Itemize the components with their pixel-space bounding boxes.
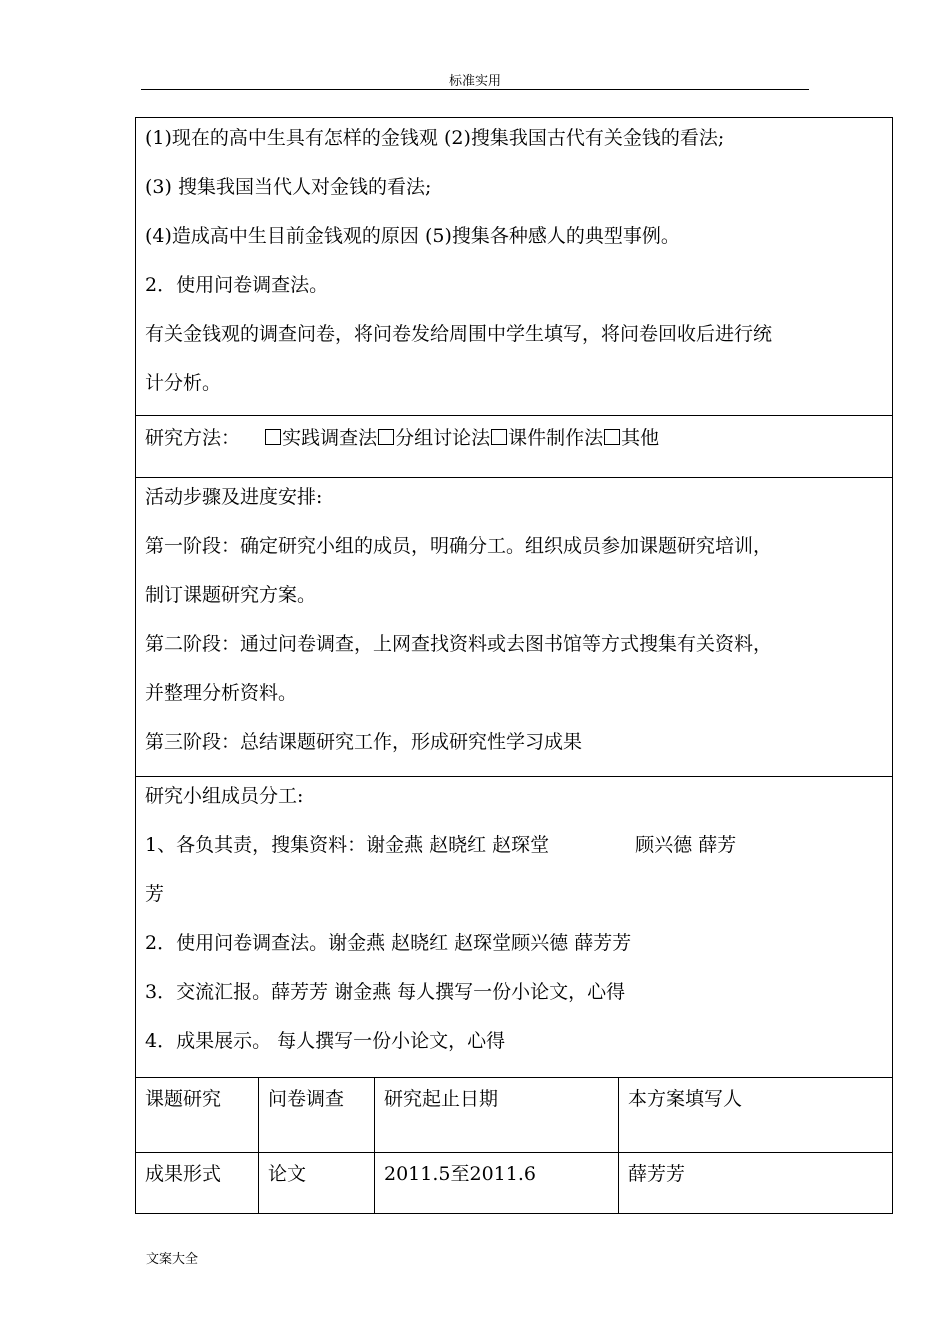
- checkbox-icon[interactable]: [491, 429, 507, 445]
- method-option-practice: 实践调查法: [282, 427, 378, 449]
- table-cell: 论文: [259, 1153, 375, 1213]
- checkbox-icon[interactable]: [604, 429, 620, 445]
- content-line: 计分析。: [145, 372, 222, 394]
- page-footer: 文案大全: [146, 1252, 199, 1267]
- method-option-other: 其他: [621, 427, 660, 449]
- table-cell: 研究起止日期: [375, 1078, 619, 1152]
- members-line: 4．成果展示。 每人撰写一份小论文，心得: [145, 1030, 506, 1052]
- content-line: 2．使用问卷调查法。: [145, 274, 329, 296]
- members-line-part: 1、各负其责，搜集资料：谢金燕 赵晓红 赵琛堂: [145, 834, 550, 856]
- content-line: (1)现在的高中生具有怎样的金钱观 (2)搜集我国古代有关金钱的看法;: [145, 127, 725, 149]
- steps-line: 并整理分析资料。: [145, 682, 298, 704]
- content-line: 有关金钱观的调查问卷，将问卷发给周围中学生填写，将问卷回收后进行统: [145, 323, 773, 345]
- content-line: (4)造成高中生目前金钱观的原因 (5)搜集各种感人的典型事例。: [145, 225, 680, 247]
- members-line: 2．使用问卷调查法。谢金燕 赵晓红 赵琛堂顾兴德 薛芳芳: [145, 932, 632, 954]
- table-cell: 课题研究: [136, 1078, 259, 1152]
- members-title: 研究小组成员分工:: [145, 785, 304, 807]
- page-header: 标准实用: [448, 74, 501, 89]
- members-line: 3．交流汇报。薛芳芳 谢金燕 每人撰写一份小论文，心得: [145, 981, 626, 1003]
- research-content-section: [136, 118, 892, 416]
- table-cell: 成果形式: [136, 1153, 259, 1213]
- research-plan-table: [135, 117, 893, 1214]
- table-row: [136, 1153, 892, 1213]
- method-option-courseware: 课件制作法: [508, 427, 604, 449]
- steps-line: 第三阶段：总结课题研究工作，形成研究性学习成果: [145, 731, 583, 753]
- checkbox-icon[interactable]: [378, 429, 394, 445]
- method-option-group-discussion: 分组讨论法: [395, 427, 491, 449]
- method-line: [145, 416, 883, 465]
- members-line: [145, 826, 883, 875]
- table-row: [136, 1078, 892, 1153]
- checkbox-icon[interactable]: [265, 429, 281, 445]
- members-line-part: 顾兴德 薛芳: [635, 834, 737, 856]
- table-cell: 薛芳芳: [628, 1163, 686, 1185]
- table-cell: 2011.5至2011.6: [375, 1153, 619, 1213]
- content-line: (3) 搜集我国当代人对金钱的看法;: [145, 176, 432, 198]
- steps-line: 第一阶段：确定研究小组的成员，明确分工。组织成员参加课题研究培训，: [145, 535, 773, 557]
- steps-line: 制订课题研究方案。: [145, 584, 317, 606]
- table-cell: 本方案填写人: [628, 1088, 743, 1110]
- header-rule: [141, 89, 809, 90]
- members-line: 芳: [145, 883, 165, 905]
- steps-line: 活动步骤及进度安排:: [145, 486, 323, 508]
- activity-steps-section: [136, 478, 892, 777]
- method-label: 研究方法：: [145, 427, 241, 449]
- steps-line: 第二阶段：通过问卷调查，上网查找资料或去图书馆等方式搜集有关资料，: [145, 633, 773, 655]
- members-section: [136, 777, 892, 1078]
- table-cell: 问卷调查: [259, 1078, 375, 1152]
- research-method-section: [136, 416, 892, 478]
